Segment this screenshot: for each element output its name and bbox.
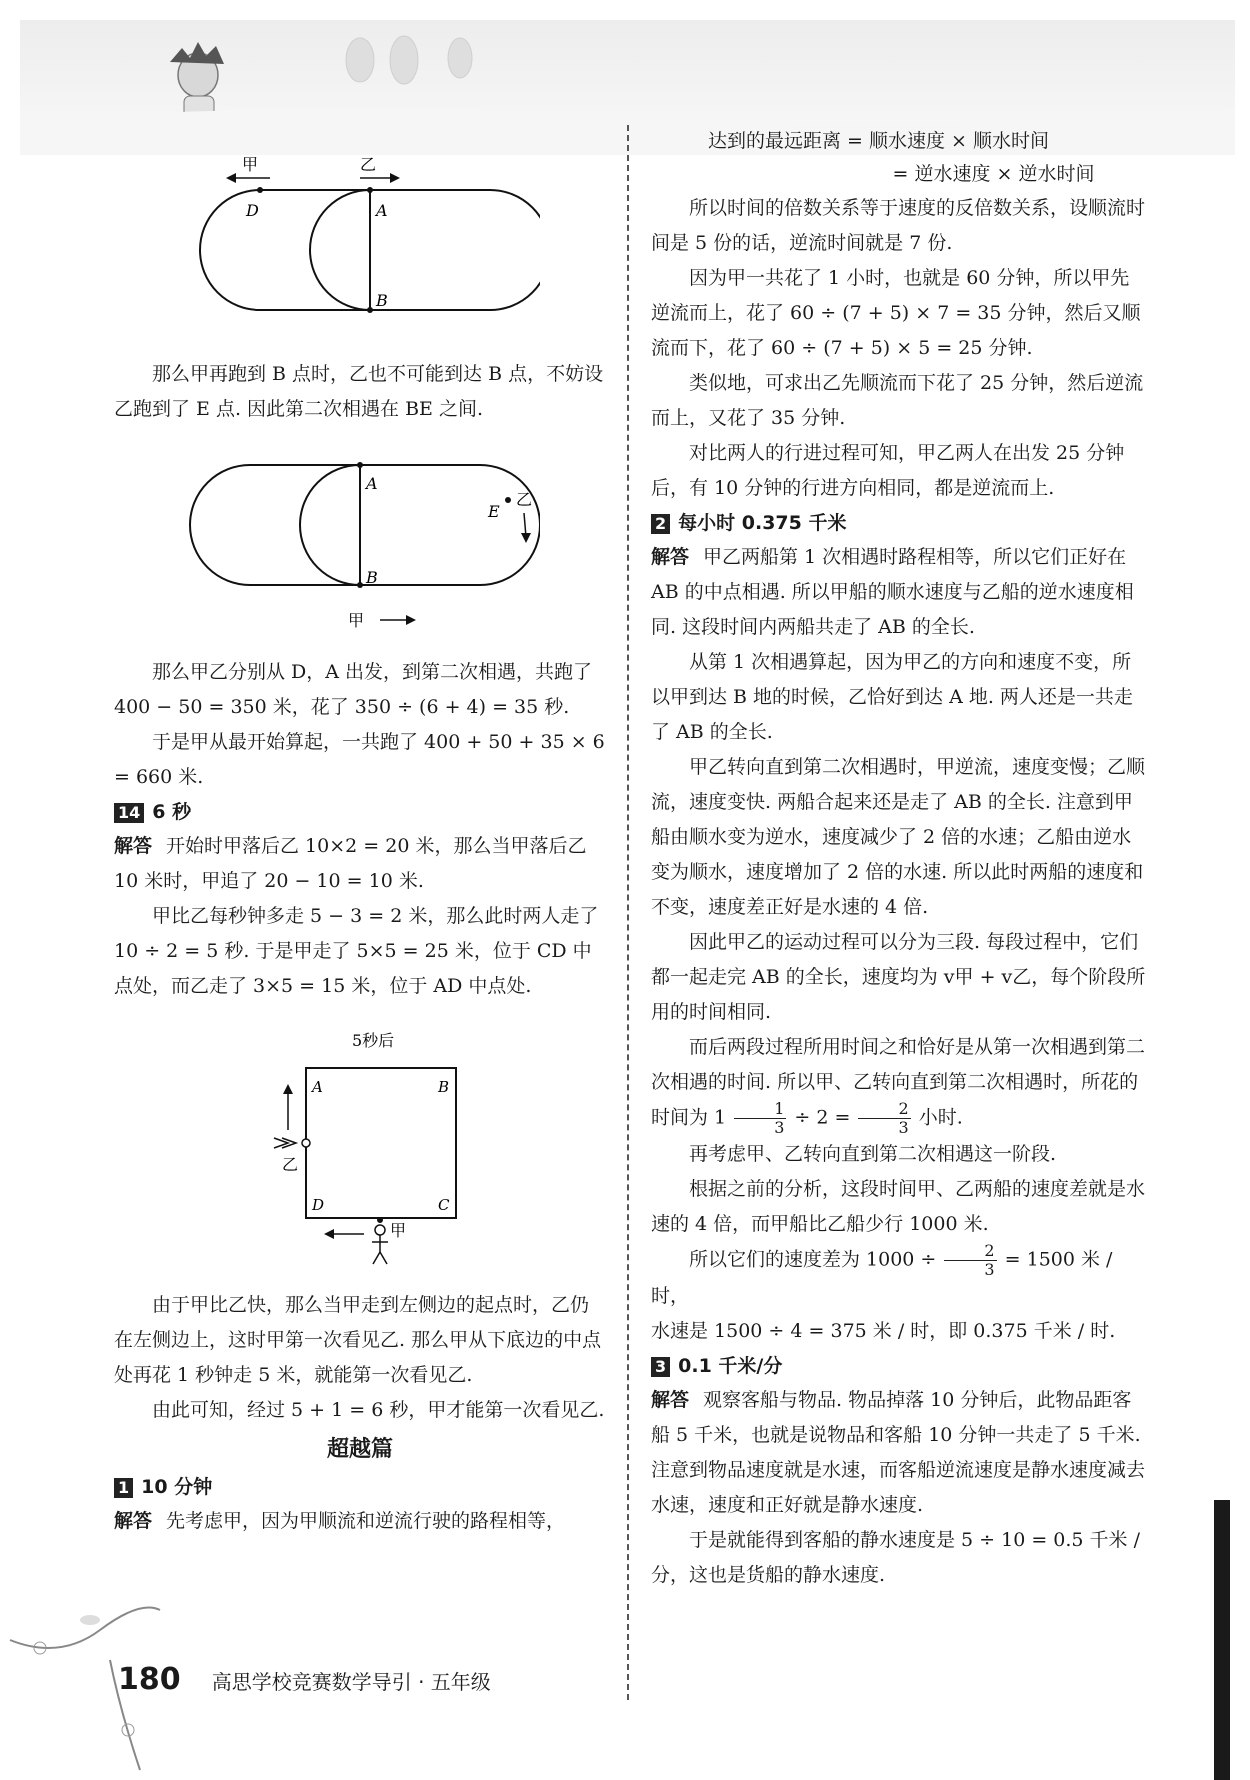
answer-label: 解答 [651, 1389, 690, 1411]
point-a: A [312, 1078, 323, 1096]
s2-paragraph-1: 解答 甲乙两船第 1 次相遇时路程相等，所以它们正好在 AB 的中点相遇. 所以甲船的顺水速度与乙船的逆水速度相同. 这段时间内两船共走了 AB 的全长. [651, 546, 1134, 638]
s2-paragraph-9: 水速是 1500 ÷ 4 = 375 米 / 时，即 0.375 千米 / 时. [651, 1320, 1116, 1342]
s2-paragraph-6: 再考虑甲、乙转向直到第二次相遇这一阶段. [689, 1143, 1057, 1165]
page-number: 180 [118, 1662, 181, 1697]
problem-number: 2 [651, 514, 670, 534]
fraction: $\frac{2}{3}$ [858, 1100, 910, 1137]
book-spine-edge [1214, 1500, 1230, 1780]
s1-paragraph-1: 解答 先考虑甲，因为甲顺流和逆流行驶的路程相等， [114, 1510, 566, 1532]
problem-s3-heading [651, 1351, 1146, 1381]
left-paragraph-3: 于是甲从最开始算起，一共跑了 400 + 50 + 35 × 6 = 660 米. [114, 731, 605, 788]
equation-block [651, 125, 1146, 191]
stadium-track-diagram-2 [180, 455, 540, 635]
problem-s2-heading [651, 508, 1146, 538]
stick-figure-icon [372, 1225, 388, 1264]
label-jia: 甲 [390, 1221, 407, 1240]
p14-paragraph-4: 由此可知，经过 5 + 1 = 6 秒，甲才能第一次看见乙. [152, 1399, 605, 1421]
label-yi: 乙 [282, 1155, 299, 1174]
s2-paragraph-7: 根据之前的分析，这段时间甲、乙两船的速度差就是水速的 4 倍，而甲船比乙船少行 1000 米. [651, 1178, 1146, 1235]
point-a: A [366, 474, 378, 493]
problem-answer: 每小时 0.375 千米 [678, 512, 847, 534]
label-jia: 甲 [348, 611, 365, 630]
point-d: D [312, 1196, 325, 1214]
p14-paragraph-2: 甲比乙每秒钟多走 5 − 3 = 2 米，那么此时两人走了 10 ÷ 2 = 5 秒. 于是甲走了 5×5 = 25 米，位于 CD 中点处，而乙走了 3×5 = 15 米，位于 AD 中点处. [114, 905, 599, 997]
section-title: 超越篇 [326, 1437, 393, 1462]
problem-answer: 10 分钟 [141, 1476, 213, 1498]
p14-paragraph-1: 解答 开始时甲落后乙 10×2 = 20 米，那么当甲落后乙 10 米时，甲追了 20 − 10 = 10 米. [114, 835, 587, 892]
problem-number: 1 [114, 1478, 133, 1498]
stadium-track-diagram-1 [190, 150, 540, 330]
square-path-diagram [260, 1020, 480, 1280]
problem-s1-heading [114, 1472, 606, 1502]
problem-answer: 0.1 千米/分 [678, 1355, 783, 1377]
s2-paragraph-3: 甲乙转向直到第二次相遇时，甲逆流，速度变慢；乙顺流，速度变快. 两船合起来还是走了 AB 的全长. 注意到甲船由顺水变为逆水，速度减少了 2 倍的水速；乙船由逆水变为顺水，速度增加了 2 倍的水速. 所以此时两船的速度和不变，速度差正好是水速的 4 倍. [651, 756, 1146, 918]
point-d: D [246, 201, 259, 220]
equation-line-2: = 逆水速度 × 逆水时间 [892, 163, 1095, 185]
answer-label: 解答 [114, 835, 153, 857]
diagram-caption: 5秒后 [352, 1031, 395, 1050]
left-column-bottom [114, 1288, 606, 1539]
problem-14-heading [114, 797, 606, 827]
left-paragraph-2: 那么甲乙分别从 D，A 出发，到第二次相遇，共跑了 400 − 50 = 350 米，花了 350 ÷ (6 + 4) = 35 秒. [114, 661, 593, 718]
left-column-top [114, 357, 606, 427]
answer-label: 解答 [651, 546, 690, 568]
problem-answer: 6 秒 [152, 801, 192, 823]
s2-paragraph-8: 所以它们的速度差为 1000 ÷ $\frac{2}{3}$ = 1500 米 / 时， [651, 1241, 1113, 1307]
left-column-middle [114, 655, 606, 1004]
s3-paragraph-1: 解答 观察客船与物品. 物品掉落 10 分钟后，此物品距客船 5 千米，也就是说物品和客船 10 分钟一共走了 5 千米. 注意到物品速度就是水速，而客船逆流速度是静水速度减去水速，速度和正好就是静水速度. [651, 1389, 1146, 1516]
label-jia: 甲 [242, 155, 259, 174]
fraction: $\frac{2}{3}$ [944, 1242, 996, 1279]
column-divider [627, 125, 629, 1700]
right-paragraph-2: 因为甲一共花了 1 小时，也就是 60 分钟，所以甲先逆流而上，花了 60 ÷ (7 + 5) × 7 = 35 分钟，然后又顺流而下，花了 60 ÷ (7 + 5) × 5 = 25 分钟. [651, 267, 1141, 359]
point-b: B [376, 291, 388, 310]
point-b: B [366, 568, 378, 587]
right-column [651, 125, 1146, 1593]
page-footer [118, 1662, 491, 1697]
label-yi: 乙 [516, 490, 533, 509]
label-yi: 乙 [360, 155, 377, 174]
point-a: A [376, 201, 388, 220]
book-title: 高思学校竞赛数学导引 · 五年级 [211, 1670, 491, 1694]
problem-number: 14 [114, 803, 144, 823]
point-b: B [438, 1078, 450, 1096]
s2-paragraph-2: 从第 1 次相遇算起，因为甲乙的方向和速度不变，所以甲到达 B 地的时候，乙恰好到达 A 地. 两人还是一共走了 AB 的全长. [651, 651, 1133, 743]
s2-paragraph-4: 因此甲乙的运动过程可以分为三段. 每段过程中，它们都一起走完 AB 的全长，速度均为 v甲 + v乙，每个阶段所用的时间相同. [651, 931, 1146, 1023]
right-paragraph-1: 所以时间的倍数关系等于速度的反倍数关系，设顺流时间是 5 份的话，逆流时间就是 7 份. [651, 197, 1146, 254]
equation-line-1: 达到的最远距离 = 顺水速度 × 顺水时间 [708, 130, 1049, 152]
left-paragraph-1: 那么甲再跑到 B 点时，乙也不可能到达 B 点，不妨设乙跑到了 E 点. 因此第二次相遇在 BE 之间. [114, 363, 604, 420]
right-paragraph-4: 对比两人的行进过程可知，甲乙两人在出发 25 分钟后，有 10 分钟的行进方向相同，都是逆流而上. [651, 442, 1125, 499]
right-paragraph-3: 类似地，可求出乙先顺流而下花了 25 分钟，然后逆流而上，又花了 35 分钟. [651, 372, 1144, 429]
answer-label: 解答 [114, 1510, 153, 1532]
p14-paragraph-3: 由于甲比乙快，那么当甲走到左侧边的起点时，乙仍在左侧边上，这时甲第一次看见乙. 那么甲从下底边的中点处再花 1 秒钟走 5 米，就能第一次看见乙. [114, 1294, 602, 1386]
s3-paragraph-2: 于是就能得到客船的静水速度是 5 ÷ 10 = 0.5 千米 / 分，这也是货船的静水速度. [651, 1529, 1141, 1586]
problem-number: 3 [651, 1357, 670, 1377]
fraction: $\frac{1}{3}$ [734, 1100, 786, 1137]
point-c: C [438, 1196, 450, 1214]
tree-icon [346, 36, 472, 84]
point-e: E [488, 502, 500, 521]
s2-paragraph-5: 而后两段过程所用时间之和恰好是从第一次相遇到第二次相遇的时间. 所以甲、乙转向直到第二次相遇时，所花的时间为 1 $\frac{1}{3}$ ÷ 2 = $\frac{2}{3}$ 小时. [651, 1036, 1146, 1137]
